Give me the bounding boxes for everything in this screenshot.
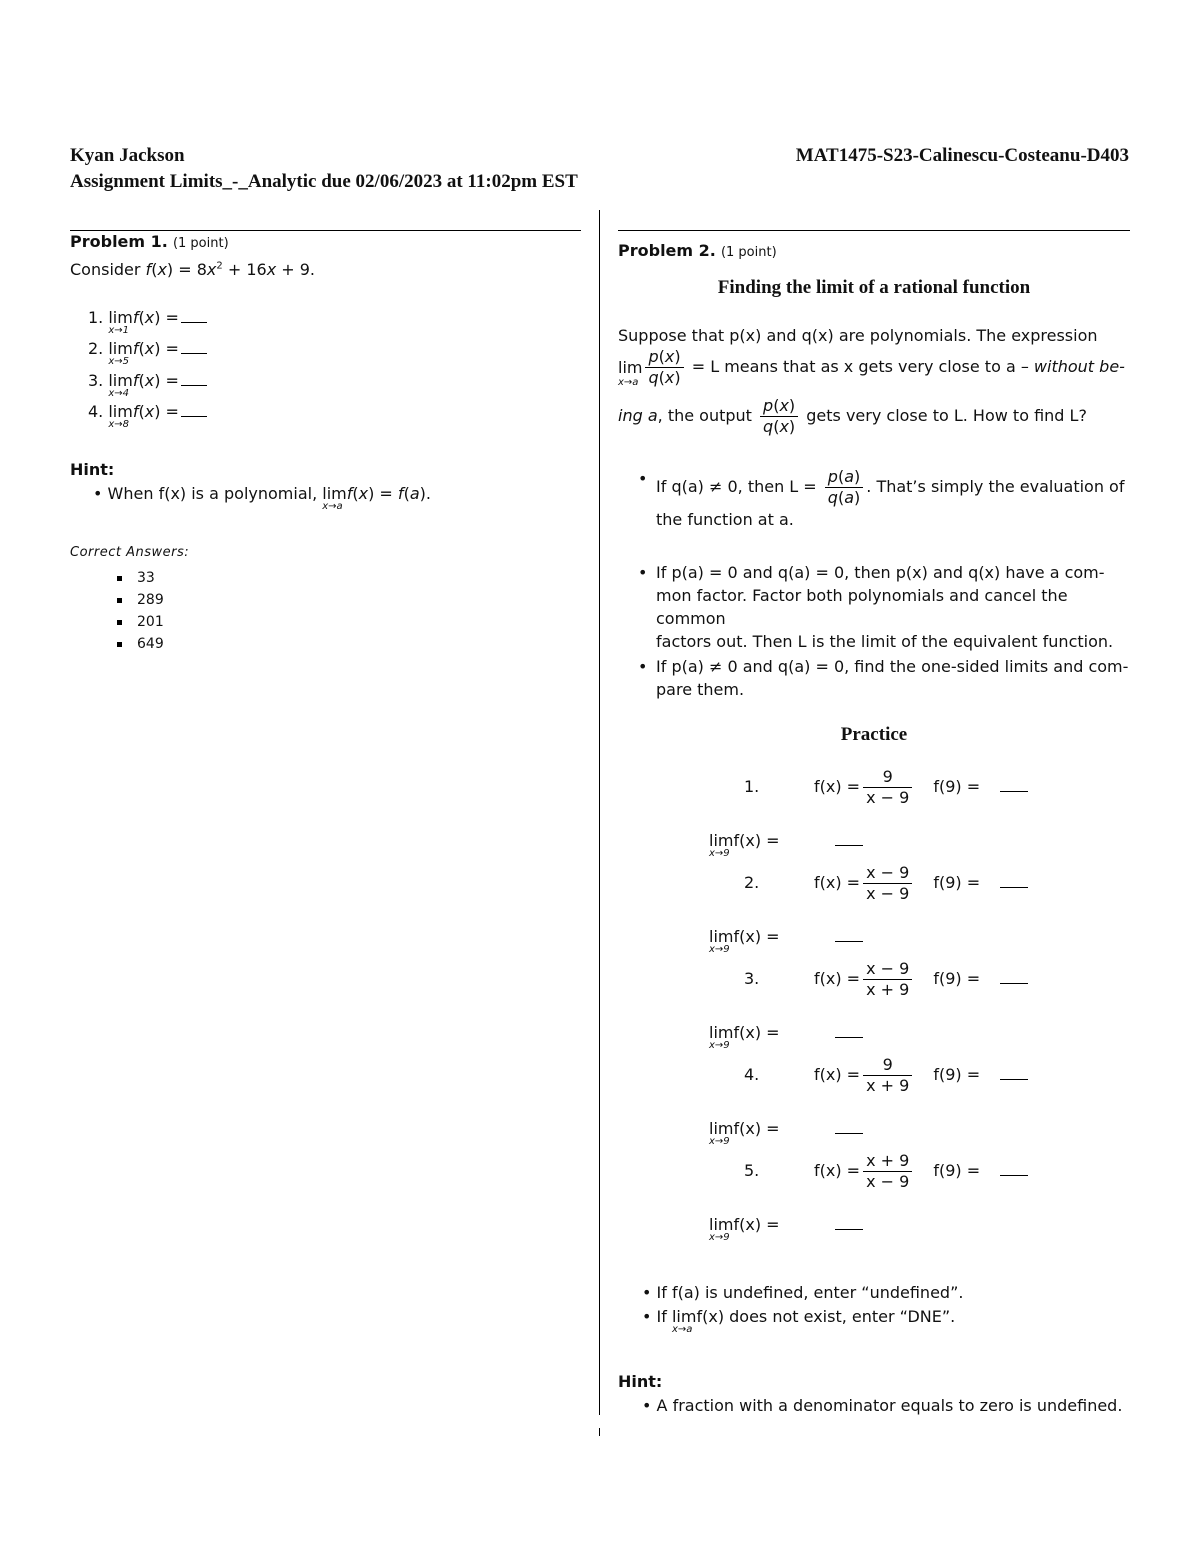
limit-answer-blank[interactable] (835, 831, 863, 846)
answer-item: 649 (117, 633, 164, 655)
practice-number: 4. (744, 1065, 760, 1084)
problem2-header (618, 241, 777, 260)
practice-lim-label: f(x) = (733, 831, 780, 850)
practice-limit (709, 1215, 863, 1243)
practice-limit (709, 831, 863, 859)
limit-subscript: x→9 (709, 1136, 730, 1147)
bullet-text: pare them. (656, 680, 745, 699)
problem1-part: 1. lim x→1 f(x) = (88, 308, 207, 327)
intro-italic: without be- (1033, 357, 1125, 376)
practice-title: Practice (840, 724, 908, 745)
limit-answer-blank[interactable] (835, 1215, 863, 1230)
note-dne: • If lim x→a f(x) does not exist, enter “DNE”. (642, 1307, 956, 1335)
problem2-bullet-3: • If p(a) ≠ 0 and q(a) = 0, find the one-sided limits and com- pare them. (638, 657, 1129, 699)
practice-fraction (863, 767, 912, 808)
problem2-title: Problem 2. (618, 241, 716, 260)
practice-fx-label: f(x) = (814, 873, 861, 892)
problem1-hint: • When f(x) is a polynomial, lim x→a f(x) = f(a). (93, 484, 431, 512)
problem2-rule (618, 230, 1130, 231)
practice-numerator: x − 9 (866, 959, 910, 978)
bullet-text: If p(a) = 0 and q(a) = 0, then p(x) and q(x) have a com- (656, 563, 1105, 582)
limit-operator: lim x→9 (709, 1215, 734, 1243)
problem1-part: 3. lim x→4 f(x) = (88, 371, 207, 390)
practice-denominator: x + 9 (863, 1075, 912, 1096)
answer-blank[interactable] (181, 404, 207, 417)
limit-subscript: x→a (618, 377, 639, 388)
bullet-text: . That’s simply the evaluation of (866, 477, 1125, 496)
student-name: Kyan Jackson (70, 145, 185, 166)
limit-subscript: x→9 (709, 944, 730, 955)
practice-fraction (863, 1151, 912, 1192)
answer-item: 201 (117, 611, 164, 633)
part-number: 4. (88, 402, 104, 421)
limit-operator: lim x→a (618, 358, 643, 388)
hint-text: When f(x) is a polynomial, (107, 484, 318, 503)
practice-item (744, 863, 1028, 904)
limit-operator: lim x→5 (108, 339, 133, 367)
problem2-intro-line1: Suppose that p(x) and q(x) are polynomials. The expression (618, 326, 1098, 345)
hint-text: A fraction with a denominator equals to zero is undefined. (656, 1396, 1123, 1415)
bullet-text: If q(a) ≠ 0, then L = (656, 477, 817, 496)
f9-answer-blank[interactable] (1000, 777, 1028, 792)
practice-number: 5. (744, 1161, 760, 1180)
course-code: MAT1475-S23-Calinescu-Costeanu-D403 (795, 145, 1129, 166)
intro-text: gets very close to L. How to find L? (806, 406, 1087, 425)
bullet-text: mon factor. Factor both polynomials and cancel the common (656, 586, 1068, 628)
practice-number: 2. (744, 873, 760, 892)
intro-text: , the output (657, 406, 752, 425)
intro-italic: ing a (618, 406, 658, 425)
problem2-intro-line3: ing a, the output $\frac{p(x)}{q(x)}$ gets very close to L. How to find L? (618, 396, 1087, 436)
limit-subscript: x→4 (108, 388, 130, 399)
limit-operator: lim x→9 (709, 927, 734, 955)
bullet-text: the function at a. (656, 510, 794, 529)
assignment-title: Assignment Limits_-_Analytic due 02/06/2023 at 11:02pm EST (70, 171, 578, 192)
f9-answer-blank[interactable] (1000, 1161, 1028, 1176)
practice-lim-label: f(x) = (733, 1023, 780, 1042)
part-number: 2. (88, 339, 104, 358)
problem2-points: (1 point) (720, 245, 777, 260)
limit-answer-blank[interactable] (835, 1119, 863, 1134)
limit-subscript: x→a (322, 501, 343, 512)
answer-blank[interactable] (181, 373, 207, 386)
problem2-intro-line2: lim x→a $\frac{p(x)}{q(x)}$ = L means that as x gets very close to a – without be- (618, 347, 1125, 388)
limit-subscript: x→9 (709, 1232, 730, 1243)
practice-lim-label: f(x) = (733, 1215, 780, 1234)
practice-numerator: x + 9 (866, 1151, 910, 1170)
practice-f9-label: f(9) = (933, 969, 981, 988)
column-divider-tick (599, 1428, 600, 1436)
answer-item: 289 (117, 589, 164, 611)
practice-limit (709, 1119, 863, 1147)
problem1-part: 2. lim x→5 f(x) = (88, 339, 207, 358)
part-number: 1. (88, 308, 104, 327)
problem2-hint-title: Hint: (618, 1372, 663, 1391)
practice-item (744, 767, 1028, 808)
note-text: f(x) does not exist, enter “DNE”. (696, 1307, 956, 1326)
practice-denominator: x − 9 (863, 883, 912, 904)
practice-fx-label: f(x) = (814, 777, 861, 796)
limit-subscript: x→9 (709, 1040, 730, 1051)
limit-operator: lim x→1 (108, 308, 133, 336)
limit-operator: lim x→9 (709, 1119, 734, 1147)
problem1-part: 4. lim x→8 f(x) = (88, 402, 207, 421)
correct-answers-title: Correct Answers: (70, 545, 190, 560)
f9-answer-blank[interactable] (1000, 1065, 1028, 1080)
problem2-bullet-1: • If q(a) ≠ 0, then L = $\frac{p(a)}{q(a)}$ . That’s simply the evaluation of the function at a. (640, 467, 1130, 531)
practice-denominator: x − 9 (863, 1171, 912, 1192)
answer-blank[interactable] (181, 341, 207, 354)
practice-f9-label: f(9) = (933, 873, 981, 892)
limit-subscript: x→9 (709, 848, 730, 859)
practice-denominator: x + 9 (863, 979, 912, 1000)
answer-blank[interactable] (181, 310, 207, 323)
practice-limit (709, 1023, 863, 1051)
f9-answer-blank[interactable] (1000, 969, 1028, 984)
answer-item: 33 (117, 567, 164, 589)
limit-operator: lim x→9 (709, 1023, 734, 1051)
practice-item (744, 1055, 1028, 1096)
problem1-hint-title: Hint: (70, 460, 115, 479)
practice-number: 1. (744, 777, 760, 796)
intro-text: = L means that as x gets very close to a – (691, 357, 1029, 376)
practice-denominator: x − 9 (863, 787, 912, 808)
problem1-header (70, 232, 229, 251)
header-left (70, 143, 578, 195)
practice-fraction (863, 959, 912, 1000)
practice-numerator: 9 (882, 767, 893, 786)
problem1-points: (1 point) (172, 236, 229, 251)
problem2-bullet-2: • If p(a) = 0 and q(a) = 0, then p(x) and q(x) have a com- mon factor. Factor both polynomials and cancel the common factors out. Then L is the limit of the equivalent function. (640, 561, 1130, 653)
f9-answer-blank[interactable] (1000, 873, 1028, 888)
practice-f9-label: f(9) = (933, 777, 981, 796)
practice-lim-label: f(x) = (733, 1119, 780, 1138)
problem1-rule (70, 230, 581, 231)
practice-fx-label: f(x) = (814, 969, 861, 988)
limit-operator: lim x→a (671, 1307, 697, 1335)
limit-subscript: x→1 (108, 325, 130, 336)
note-text: If (656, 1307, 667, 1326)
limit-subscript: x→5 (108, 356, 130, 367)
column-divider (599, 210, 600, 1415)
practice-item (744, 959, 1028, 1000)
practice-number: 3. (744, 969, 760, 988)
limit-answer-blank[interactable] (835, 927, 863, 942)
problem1-title: Problem 1. (70, 232, 168, 251)
practice-limit (709, 927, 863, 955)
limit-subscript: x→a (671, 1324, 693, 1335)
correct-answers-list (117, 567, 164, 655)
limit-answer-blank[interactable] (835, 1023, 863, 1038)
practice-numerator: x − 9 (866, 863, 910, 882)
practice-fraction (863, 1055, 912, 1096)
limit-operator: lim x→4 (108, 371, 133, 399)
practice-fx-label: f(x) = (814, 1161, 861, 1180)
problem2-heading: Finding the limit of a rational function (717, 277, 1031, 298)
limit-operator: lim x→8 (108, 402, 133, 430)
limit-subscript: x→8 (108, 419, 130, 430)
note-text: If f(a) is undefined, enter “undefined”. (656, 1283, 964, 1302)
practice-fx-label: f(x) = (814, 1065, 861, 1084)
limit-operator: lim x→a (322, 484, 347, 512)
practice-item (744, 1151, 1028, 1192)
bullet-text: If p(a) ≠ 0 and q(a) = 0, find the one-sided limits and com- (656, 657, 1129, 676)
practice-f9-label: f(9) = (933, 1065, 981, 1084)
part-number: 3. (88, 371, 104, 390)
practice-numerator: 9 (882, 1055, 893, 1074)
practice-f9-label: f(9) = (933, 1161, 981, 1180)
limit-operator: lim x→9 (709, 831, 734, 859)
practice-fraction (863, 863, 912, 904)
problem2-hint: • A fraction with a denominator equals to zero is undefined. (642, 1396, 1123, 1415)
problem1-statement: Consider $f(x) = 8x^2 + 16x + 9$. (70, 260, 315, 279)
bullet-text: factors out. Then L is the limit of the equivalent function. (656, 632, 1114, 651)
note-undefined: • If f(a) is undefined, enter “undefined”. (642, 1283, 964, 1302)
practice-lim-label: f(x) = (733, 927, 780, 946)
